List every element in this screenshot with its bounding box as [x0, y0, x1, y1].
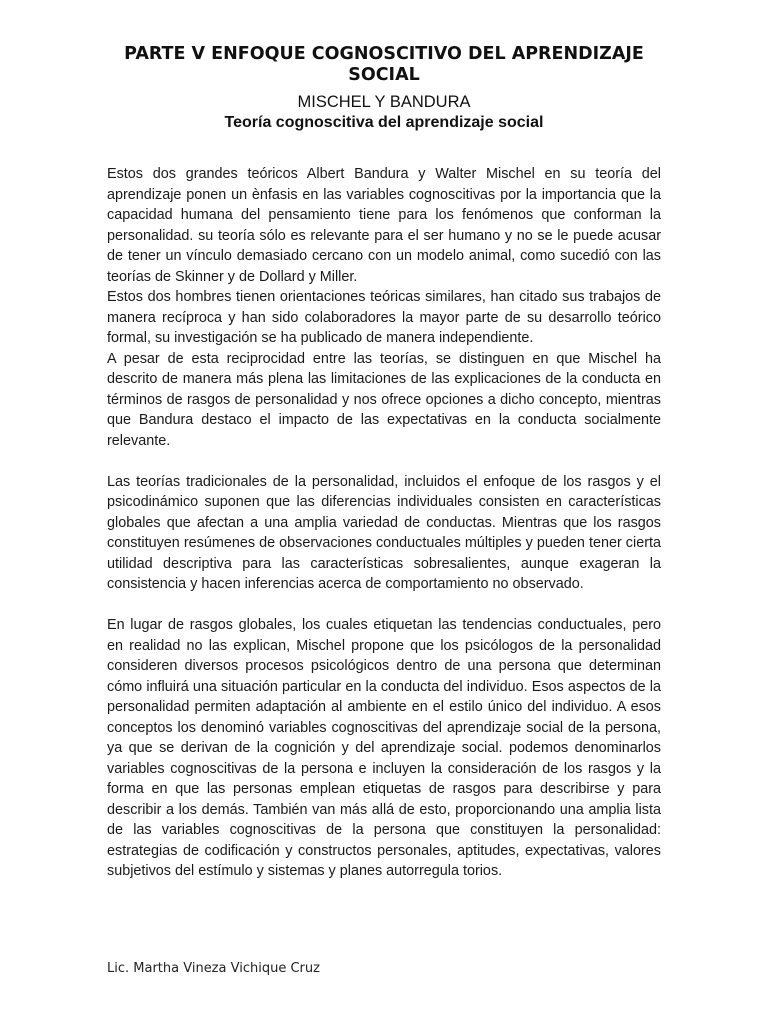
body-paragraph-3: A pesar de esta reciprocidad entre las teorías, se distinguen en que Mischel ha descrito de manera más plena las limitaciones de las explicaciones de la conducta en términos de rasgos de personalidad y nos ofrece opciones a dicho concepto, mientras que Bandura destaco el impacto de las expectativas en la conducta socialmente relevante.	[107, 350, 661, 449]
paragraph-spacer	[107, 451, 661, 472]
paragraph-spacer	[107, 595, 661, 616]
body-paragraph-2: Estos dos hombres tienen orientaciones teóricas similares, han citado sus trabajos de manera recíproca y han sido colaboradores la mayor parte de su desarrollo teórico formal, su investigación se ha publicado de manera independiente.	[107, 289, 661, 346]
document-subtitle-theory: Teoría cognoscitiva del aprendizaje social	[224, 114, 544, 131]
body-paragraph-4: Las teorías tradicionales de la personalidad, incluidos el enfoque de los rasgos y el psicodinámico suponen que las diferencias individuales consisten en características globales que afectan a una amplia variedad de conductas. Mientras que los rasgos constituyen resúmenes de observaciones conductuales múltiples y pueden tener cierta utilidad descriptiva para las características sobresalientes, aunque exageran la consistencia y hacen inferencias acerca de comportamiento no observado.	[107, 473, 661, 592]
body-paragraph-5: En lugar de rasgos globales, los cuales etiquetan las tendencias conductuales, pero en realidad no las explican, Mischel propone que los psicólogos de la personalidad consideren diversos procesos psicológicos dentro de una persona que determinan cómo influirá una situación particular en la conducta del individuo. Esos aspectos de la personalidad permiten adaptación al ambiente en el estilo único del individuo. A esos conceptos los denominó variables cognoscitivas del aprendizaje social de la persona, ya que se derivan de la cognición y del aprendizaje social. podemos denominarlos variables cognoscitivas de la persona e incluyen la consideración de los rasgos y la forma en que las personas emplean etiquetas de rasgos para describirse y para describir a los demás. También van más allá de esto, proporcionando una amplia lista de las variables cognoscitivas de la persona que constituyen la personalidad: estrategias de codificación y constructos personales, aptitudes, expectativas, valores subjetivos del estímulo y sistemas y planes autorregula torios.	[107, 617, 661, 879]
document-footer-author: Lic. Martha Vineza Vichique Cruz	[107, 961, 320, 976]
body-paragraph-1: Estos dos grandes teóricos Albert Bandura y Walter Mischel en su teoría del aprendizaje ponen un ènfasis en las variables cognoscitivas por la importancia que la capacidad humana del pensamiento tiene para los fenómenos que conforman la personalidad. su teoría sólo es relevante para el ser humano y no se le puede acusar de tener un vínculo demasiado cercano con un modelo animal, como sucedió con las teorías de Skinner y de Dollard y Miller.	[107, 166, 661, 285]
document-title: PARTE V ENFOQUE COGNOSCITIVO DEL APRENDIZAJE SOCIAL	[124, 44, 644, 85]
document-subtitle-authors: MISCHEL Y BANDURA	[297, 93, 471, 111]
document-body	[107, 164, 661, 882]
